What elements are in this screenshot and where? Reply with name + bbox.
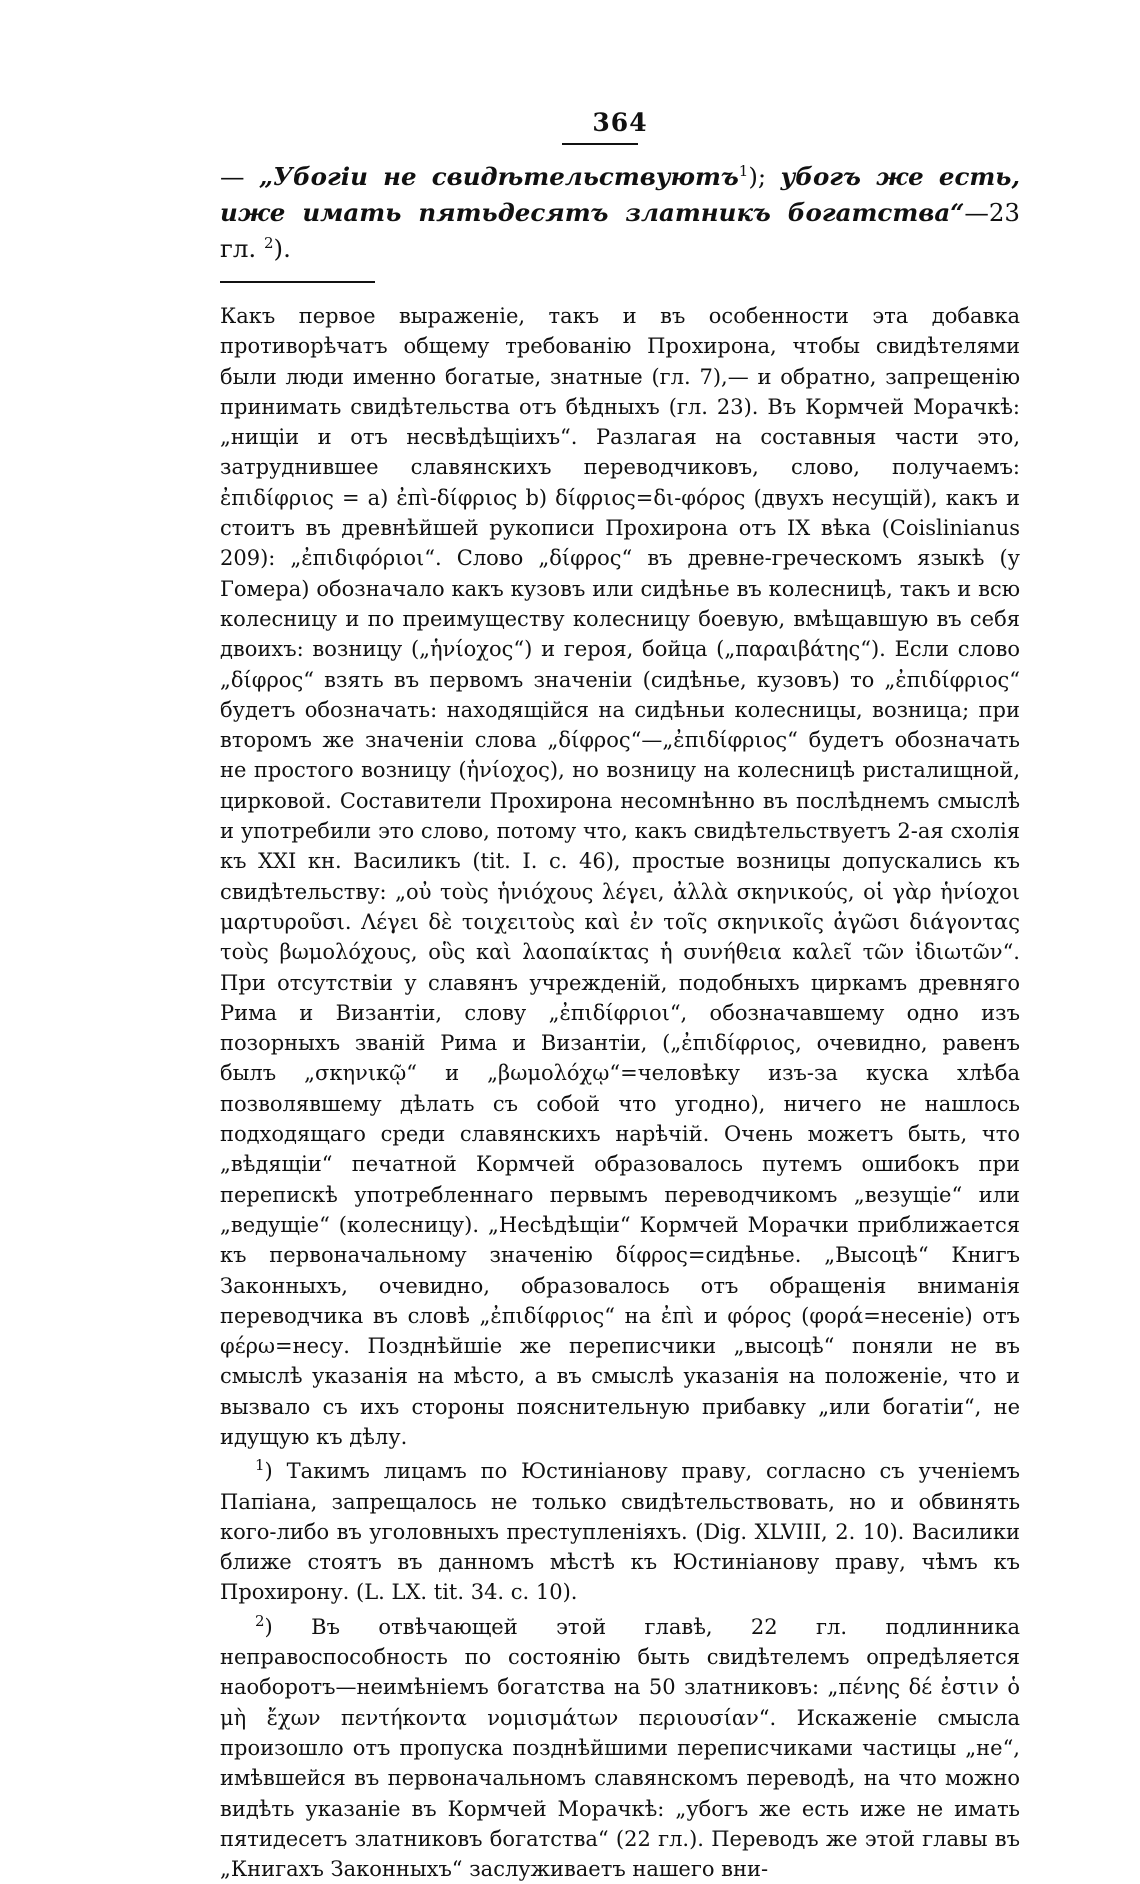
- document-page: [220, 108, 1020, 1884]
- main-paragraph: Какъ первое выраженіе, такъ и въ особенности эта добавка противорѣчатъ общему требованію Прохирона, чтобы свидѣтелями были люди именно богатые, знатные (гл. 7),— и обратно, запрещенію принимать свидѣтельства отъ бѣдныхъ (гл. 23). Въ Кормчей Морачкѣ: „нищіи и отъ несвѣдѣщіихъ“. Разлагая на составныя части это, затруднившее славянскихъ переводчиковъ, слово, получаемъ: ἐπιδίφριος = a) ἐπὶ-δίφριος b) δίφριος=δι-φόρος (двухъ несущій), какъ и стоитъ въ древнѣйшей рукописи Прохирона отъ IX вѣка (Coislinianus 209): „ἐπιδιφόριοι“. Слово „δίφρος“ въ древне-греческомъ языкѣ (у Гомера) обозначало какъ кузовъ или сидѣнье въ колесницѣ, такъ и всю колесницу и по преимуществу колесницу боевую, вмѣщавшую въ себя двоихъ: возницу („ἡνίοχος“) и героя, бойца („παραιβάτης“). Если слово „δίφρος“ взять въ первомъ значеніи (сидѣнье, кузовъ) то „ἐπιδίφριος“ будетъ обозначать: находящійся на сидѣньи колесницы, возница; при второмъ же значеніи слова „δίφρος“—„ἐπιδίφριος“ будетъ обозначать не простого возницу (ἡνίοχος), но возницу на колесницѣ ристалищной, цирковой. Составители Прохирона несомнѣнно въ послѣднемъ смыслѣ и употребили это слово, потому что, какъ свидѣтельствуетъ 2-ая схолія къ XXI кн. Василикъ (tit. I. c. 46), простые возницы допускались къ свидѣтельству: „οὐ τοὺς ἡνιόχους λέγει, ἀλλὰ σκηνικούς, οἱ γὰρ ἡνίοχοι μαρτυροῦσι. Λέγει δὲ τοιχειτοὺς καὶ ἐν τοῖς σκηνικοῖς ἀγῶσι διάγοντας τοὺς βωμολόχους, οὓς καὶ λαοπαίκτας ἡ συνήθεια καλεῖ τῶν ἰδιωτῶν“. При отсутствіи у славянъ учрежденій, подобныхъ циркамъ древняго Рима и Византіи, слову „ἐπιδίφριοι“, обозначавшему одно изъ позорныхъ званій Рима и Византіи, („ἐπιδίφριος, очевидно, равенъ былъ „σκηνικῷ“ и „βωμολόχῳ“=человѣку изъ-за куска хлѣба позволявшему дѣлать съ собой что угодно), ничего не нашлось подходящаго среди славянскихъ нарѣчій. Очень можетъ быть, что „вѣдящіи“ печатной Кормчей образовалось путемъ ошибокъ при перепискѣ употребленнаго первымъ переводчикомъ „везущіе“ или „ведущіе“ (колесницу). „Несѣдѣщіи“ Кормчей Морачки приближается къ первоначальному значенію δίφρος=сидѣнье. „Высоцѣ“ Книгъ Законныхъ, очевидно, образовалось отъ обращенія вниманія переводчика въ словѣ „ἐπιδίφριος“ на ἐπὶ и φόρος (φορά=несеніе) отъ φέρω=несу. Позднѣйшіе же переписчики „высоцѣ“ поняли не въ смыслѣ указанія на мѣсто, а въ смыслѣ указанія на положеніе, что и вызвало съ ихъ стороны пояснительную прибавку „или богатіи“, не идущую къ дѣлу.: [220, 304, 1020, 1449]
- footnote-2-text: ) Въ отвѣчающей этой главѣ, 22 гл. подлинника неправоспособность по состоянію быть свидѣтелемъ опредѣляется наоборотъ—неимѣніемъ богатства на 50 златниковъ: „πένης δέ ἐστιν ὁ μὴ ἔχων πεντήκοντα νομισμάτων περιουσίαν“. Искаженіе смысла произошло отъ пропуска позднѣйшими переписчиками частицы „не“, имѣвшейся въ первоначальномъ славянскомъ переводѣ, на что можно видѣть указаніе въ Кормчей Морачкѣ: „убогъ же есть иже не имать пятидесетъ златниковъ богатства“ (22 гл.). Переводъ же этой главы въ „Книгахъ Законныхъ“ заслуживаетъ нашего вни-: [220, 1614, 1020, 1882]
- quote-tail: —23 гл.: [220, 198, 1020, 263]
- page-number: 364: [592, 108, 648, 137]
- quote-ref-2: 2: [263, 233, 274, 252]
- footnote-2-marker: 2: [255, 1611, 265, 1630]
- footnote-1: [220, 1456, 1020, 1607]
- footnote-1-marker: 1: [255, 1456, 265, 1475]
- page-number-rule: [562, 143, 638, 145]
- footnote-1-text: ) Такимъ лицамъ по Юстиніанову праву, согласно съ ученіемъ Папіана, запрещалось не только свидѣтельствовать, но и обвинять кого-либо въ уголовныхъ преступленіяхъ. (Dig. XLVIII, 2. 10). Василики ближе стоятъ въ данномъ мѣстѣ къ Юстиніанову праву, чѣмъ къ Прохирону. (L. LX. tit. 34. c. 10).: [220, 1459, 1020, 1605]
- quote-ref-1: 1: [738, 161, 749, 180]
- quote-italic-1: „Убогіи не свидѣтельствуютъ: [258, 162, 739, 191]
- quote-block: [220, 159, 1020, 267]
- quote-dash: —: [220, 162, 259, 191]
- quote-italic-2: убогъ же есть, иже имать пятьдесятъ златникъ богатства“: [220, 162, 1020, 227]
- quote-mid: );: [748, 162, 781, 191]
- footnote-2: [220, 1612, 1020, 1884]
- quote-end: ).: [273, 234, 291, 263]
- commentary-text: [220, 301, 1020, 1884]
- section-divider: [220, 281, 375, 283]
